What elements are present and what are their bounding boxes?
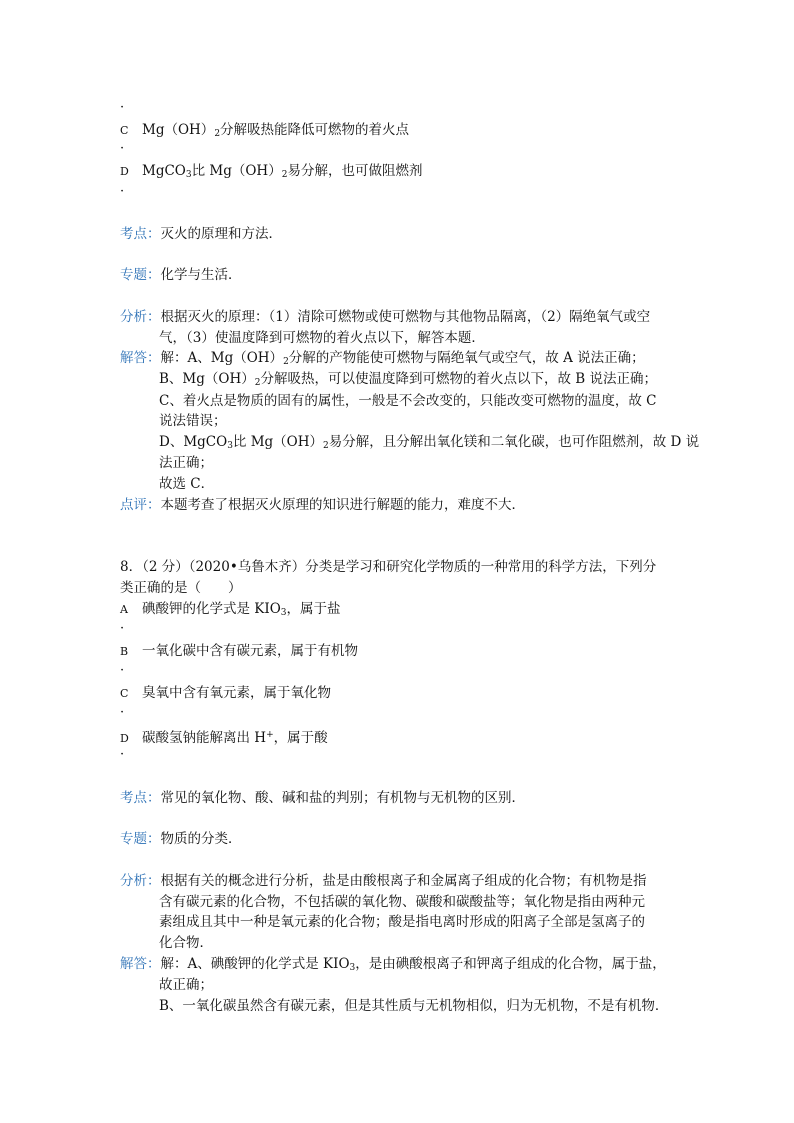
- q8-stem: 8．（2 分）（2020•乌鲁木齐）分类是学习和研究化学物质的一种常用的科学方法，下列分: [120, 559, 657, 575]
- q8-fenxi-line2: 含有碳元素的化合物，不包括碳的氧化物、碳酸和碳酸盐等；氧化物是指由两种元: [159, 894, 645, 910]
- q8-fenxi-line3: 素组成且其中一种是氧元素的化合物；酸是指电离时形成的阳离子全部是氢离子的: [159, 914, 645, 930]
- q8-stem-line2: 类正确的是（ ）: [120, 580, 242, 596]
- section-label: 解答：: [120, 350, 161, 366]
- q7-jieda-d: D、MgCO$_3$比 $Mg(OH)_2$易分解，且分解出氧化镁和二氧化碳，也可作阻燃剂，故 D 说: [159, 434, 700, 451]
- option-letter: D: [120, 732, 129, 745]
- option-dot: ·: [120, 184, 125, 199]
- option-letter: D: [120, 165, 129, 178]
- section-label: 专题：: [120, 831, 161, 847]
- section-label: 专题：: [120, 267, 161, 283]
- q7-jieda-b: B、$Mg(OH)_2$分解吸热，可以使温度降到可燃物的着火点以下，故 B 说法正确；: [159, 371, 657, 388]
- option-dot: ·: [120, 141, 125, 156]
- q7-kaodian: 考点：灭火的原理和方法．: [120, 226, 282, 242]
- q7-jieda-c: C、着火点是物质的固有的属性，一般是不会改变的，只能改变可燃物的温度，故 C: [159, 393, 657, 409]
- section-label: 分析：: [120, 309, 161, 325]
- q7-jieda: 解答：解：A、$Mg(OH)_2$分解的产物能使可燃物与隔绝氧气或空气，故 A 说法正确；: [120, 350, 645, 367]
- section-label: 考点：: [120, 790, 161, 806]
- option-dot: ·: [120, 705, 125, 720]
- q7-fenxi-line2: 气，（3）使温度降到可燃物的着火点以下，解答本题．: [159, 330, 485, 346]
- q7-jieda-d-line2: 法正确；: [159, 455, 213, 471]
- option-dot: ·: [120, 663, 125, 678]
- option-letter: C: [120, 687, 129, 700]
- q8-jieda-a-line2: 故正确；: [159, 977, 213, 993]
- q8-fenxi-line4: 化合物．: [159, 935, 213, 951]
- q8-option-b: B 一氧化碳中含有碳元素，属于有机物: [120, 643, 358, 659]
- option-dot: ·: [120, 100, 125, 115]
- q7-fenxi: 分析：根据灭火的原理：（1）清除可燃物或使可燃物与其他物品隔离，（2）隔绝氧气或空: [120, 309, 651, 325]
- option-dot: ·: [120, 747, 125, 762]
- q8-jieda-b: B、一氧化碳虽然含有碳元素，但是其性质与无机物相似，归为无机物，不是有机物．: [159, 998, 669, 1014]
- q7-answer: 故选 C．: [159, 476, 215, 492]
- section-label: 点评：: [120, 497, 161, 513]
- q8-jieda: 解答：解：A、碘酸钾的化学式是 $KIO_3$，是由碘酸根离子和钾离子组成的化合物，属于盐，: [120, 956, 666, 973]
- q8-fenxi: 分析：根据有关的概念进行分析，盐是由酸根离子和金属离子组成的化合物；有机物是指: [120, 873, 647, 889]
- q7-jieda-c-line2: 说法错误；: [159, 413, 227, 429]
- q8-option-a: A 碘酸钾的化学式是 $KIO_3$，属于盐: [120, 601, 341, 618]
- q7-dianping: 点评：本题考查了根据灭火原理的知识进行解题的能力，难度不大．: [120, 497, 525, 513]
- option-letter: B: [120, 645, 129, 658]
- q8-kaodian: 考点：常见的氧化物、酸、碱和盐的判别；有机物与无机物的区别．: [120, 790, 525, 806]
- q7-option-c: C $Mg(OH)_2$分解吸热能降低可燃物的着火点: [120, 122, 410, 139]
- option-letter: C: [120, 124, 129, 137]
- q7-option-d: D MgCO$_3$比 $Mg(OH)_2$易分解，也可做阻燃剂: [120, 163, 423, 180]
- section-label: 解答：: [120, 956, 161, 972]
- q7-zhuanti: 专题：化学与生活．: [120, 267, 242, 283]
- section-label: 考点：: [120, 226, 161, 242]
- q8-option-c: C 臭氧中含有氧元素，属于氧化物: [120, 685, 331, 701]
- q8-zhuanti: 专题：物质的分类．: [120, 831, 242, 847]
- option-letter: A: [120, 603, 128, 616]
- section-label: 分析：: [120, 873, 161, 889]
- option-dot: ·: [120, 621, 125, 636]
- q8-option-d: D 碳酸氢钠能解离出 H+，属于酸: [120, 730, 328, 746]
